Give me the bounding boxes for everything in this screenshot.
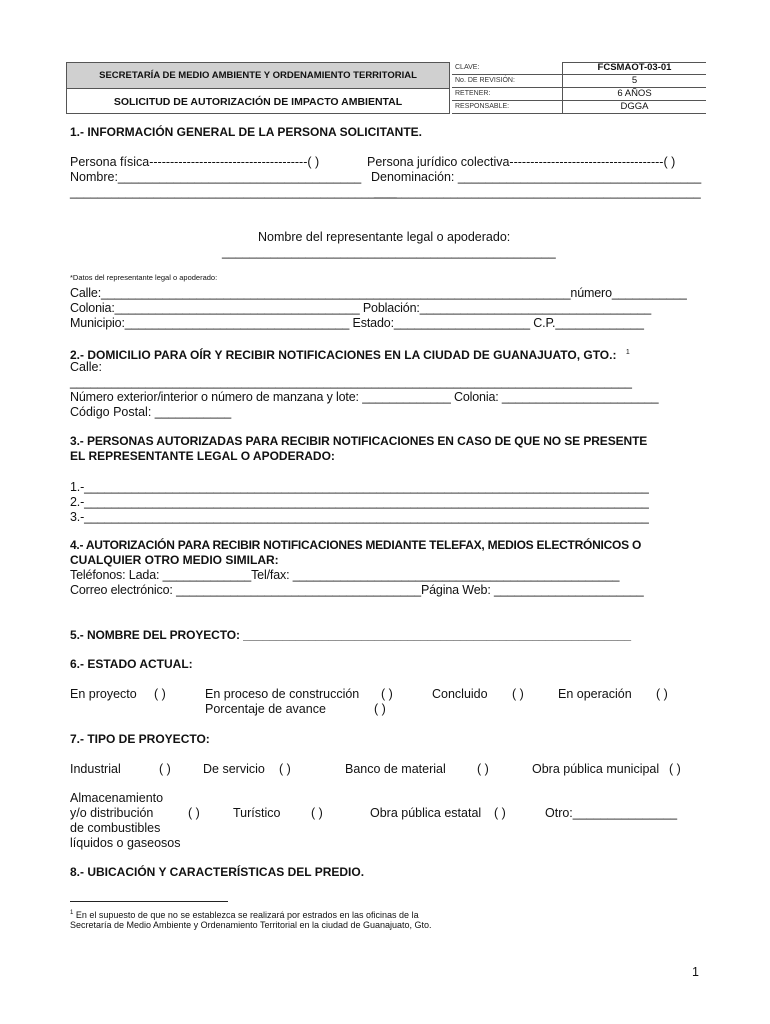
tipo-turistico-checkbox[interactable]: ( )	[311, 806, 323, 820]
porcentaje-avance-label: Porcentaje de avance	[205, 702, 326, 716]
estado-en-construccion-checkbox[interactable]: ( )	[381, 687, 393, 701]
footnote-divider	[70, 901, 228, 902]
section-2-title-text: 2.- DOMICILIO PARA OÍR Y RECIBIR NOTIFICACIONES EN LA CIUDAD DE GUANAJUATO, GTO.:	[70, 348, 617, 362]
header-field-retener: RETENER: 6 AÑOS	[452, 88, 706, 101]
tipo-almacenamiento-label-3: de combustibles	[70, 821, 161, 835]
tipo-almacenamiento-label-2: y/o distribución	[70, 806, 154, 820]
correo-field[interactable]: Correo electrónico: ____________________________________Página Web: ______________________	[70, 583, 644, 597]
section-6-title: 6.- ESTADO ACTUAL:	[70, 657, 193, 671]
representante-label: Nombre del representante legal o apoderado:	[258, 230, 511, 244]
nombre-blank-line[interactable]: _______________________________________________	[70, 185, 397, 199]
telefonos-field[interactable]: Teléfonos: Lada: _____________Tel/fax: ________________________________________________	[70, 568, 620, 582]
header-field-responsable: RESPONSABLE: DGGA	[452, 101, 706, 114]
estado-en-construccion-label: En proceso de construcción	[205, 687, 360, 701]
porcentaje-avance-field[interactable]: ( )	[374, 702, 386, 716]
section-5-nombre-proyecto[interactable]: 5.- NOMBRE DEL PROYECTO: ___________________________________________________________	[70, 628, 631, 642]
section-3-title-line-1: 3.- PERSONAS AUTORIZADAS PARA RECIBIR NOTIFICACIONES EN CASO DE QUE NO SE PRESENTE	[70, 434, 648, 448]
domicilio-cp-field[interactable]: Código Postal: ___________	[70, 405, 232, 419]
section-4-title-line-1: 4.- AUTORIZACIÓN PARA RECIBIR NOTIFICACIONES MEDIANTE TELEFAX, MEDIOS ELECTRÓNICOS O	[70, 538, 642, 552]
representante-note: *Datos del representante legal o apoderado:	[70, 273, 218, 282]
section-2-title	[70, 345, 630, 363]
footnote-mark: 1	[70, 910, 74, 916]
persona-juridica-field[interactable]: Persona jurídico colectiva-------------------------------------( )	[367, 155, 676, 169]
tipo-servicio-checkbox[interactable]: ( )	[279, 762, 291, 776]
tipo-almacenamiento-checkbox[interactable]: ( )	[188, 806, 200, 820]
estado-en-proyecto-label: En proyecto	[70, 687, 137, 701]
autorizada-2-field[interactable]: 2.-___________________________________________________________________________________	[70, 495, 649, 509]
domicilio-calle-line[interactable]: __________________________________________________________________________________	[70, 375, 632, 389]
tipo-obra-estatal-checkbox[interactable]: ( )	[494, 806, 506, 820]
tipo-otro-field[interactable]: Otro:_______________	[545, 806, 678, 820]
rep-municipio-field[interactable]: Municipio:_________________________________ Estado:____________________ C.P._____________	[70, 316, 644, 330]
tipo-banco-label: Banco de material	[345, 762, 446, 776]
tipo-servicio-label: De servicio	[203, 762, 265, 776]
header-field-revision: No. DE REVISIÓN: 5	[452, 75, 706, 88]
autorizada-1-field[interactable]: 1.-___________________________________________________________________________________	[70, 480, 649, 494]
section-8-title: 8.- UBICACIÓN Y CARACTERÍSTICAS DEL PREDIO.	[70, 865, 365, 879]
header-field-clave: CLAVE: FCSMAOT-03-01	[452, 62, 706, 75]
section-1-title: 1.- INFORMACIÓN GENERAL DE LA PERSONA SOLICITANTE.	[70, 125, 423, 139]
estado-concluido-checkbox[interactable]: ( )	[512, 687, 524, 701]
estado-concluido-label: Concluido	[432, 687, 488, 701]
tipo-industrial-checkbox[interactable]: ( )	[159, 762, 171, 776]
tipo-banco-checkbox[interactable]: ( )	[477, 762, 489, 776]
header-doc-title: SOLICITUD DE AUTORIZACIÓN DE IMPACTO AMBIENTAL	[113, 95, 403, 108]
denominacion-field[interactable]: Denominación: ___________________________________	[371, 170, 702, 184]
page-number: 1	[692, 965, 699, 979]
section-2-footnote-mark: 1	[625, 349, 630, 356]
rep-colonia-field[interactable]: Colonia:____________________________________ Población:__________________________________	[70, 301, 651, 315]
estado-en-proyecto-checkbox[interactable]: ( )	[154, 687, 166, 701]
section-3-title-line-2: EL REPRESENTANTE LEGAL O APODERADO:	[70, 449, 335, 463]
nombre-field[interactable]: Nombre:___________________________________	[70, 170, 362, 184]
estado-en-operacion-label: En operación	[558, 687, 632, 701]
rep-calle-field[interactable]: Calle:_____________________________________________________________________número___________	[70, 286, 687, 300]
persona-fisica-field[interactable]: Persona física--------------------------------------( )	[70, 155, 320, 169]
representante-line[interactable]: ________________________________________________	[222, 245, 556, 259]
domicilio-calle-label: Calle:	[70, 360, 102, 374]
tipo-obra-municipal-checkbox[interactable]: ( )	[669, 762, 681, 776]
footnote-text-1: En el supuesto de que no se establezca se realizará por estrados en las oficinas de la	[75, 910, 419, 920]
footnote-line-2: Secretaría de Medio Ambiente y Ordenamiento Territorial en la ciudad de Guanajuato, Gto.	[70, 920, 432, 930]
header-right-table	[452, 62, 706, 114]
autorizada-3-field[interactable]: 3.-___________________________________________________________________________________	[70, 510, 649, 524]
tipo-industrial-label: Industrial	[70, 762, 121, 776]
section-4-title-line-2: CUALQUIER OTRO MEDIO SIMILAR:	[70, 553, 279, 567]
section-7-title: 7.- TIPO DE PROYECTO:	[70, 732, 210, 746]
tipo-almacenamiento-label-1: Almacenamiento	[70, 791, 164, 805]
tipo-obra-estatal-label: Obra pública estatal	[370, 806, 482, 820]
header-org: SECRETARÍA DE MEDIO AMBIENTE Y ORDENAMIENTO TERRITORIAL	[67, 63, 449, 89]
tipo-almacenamiento-label-4: líquidos o gaseosos	[70, 836, 181, 850]
denominacion-blank-line[interactable]: _______________________________________________	[374, 185, 701, 199]
tipo-obra-municipal-label: Obra pública municipal	[532, 762, 660, 776]
domicilio-numero-field[interactable]: Número exterior/interior o número de manzana y lote: _____________ Colonia: _______________________	[70, 390, 659, 404]
header-left-table	[66, 62, 450, 114]
estado-en-operacion-checkbox[interactable]: ( )	[656, 687, 668, 701]
tipo-turistico-label: Turístico	[233, 806, 281, 820]
